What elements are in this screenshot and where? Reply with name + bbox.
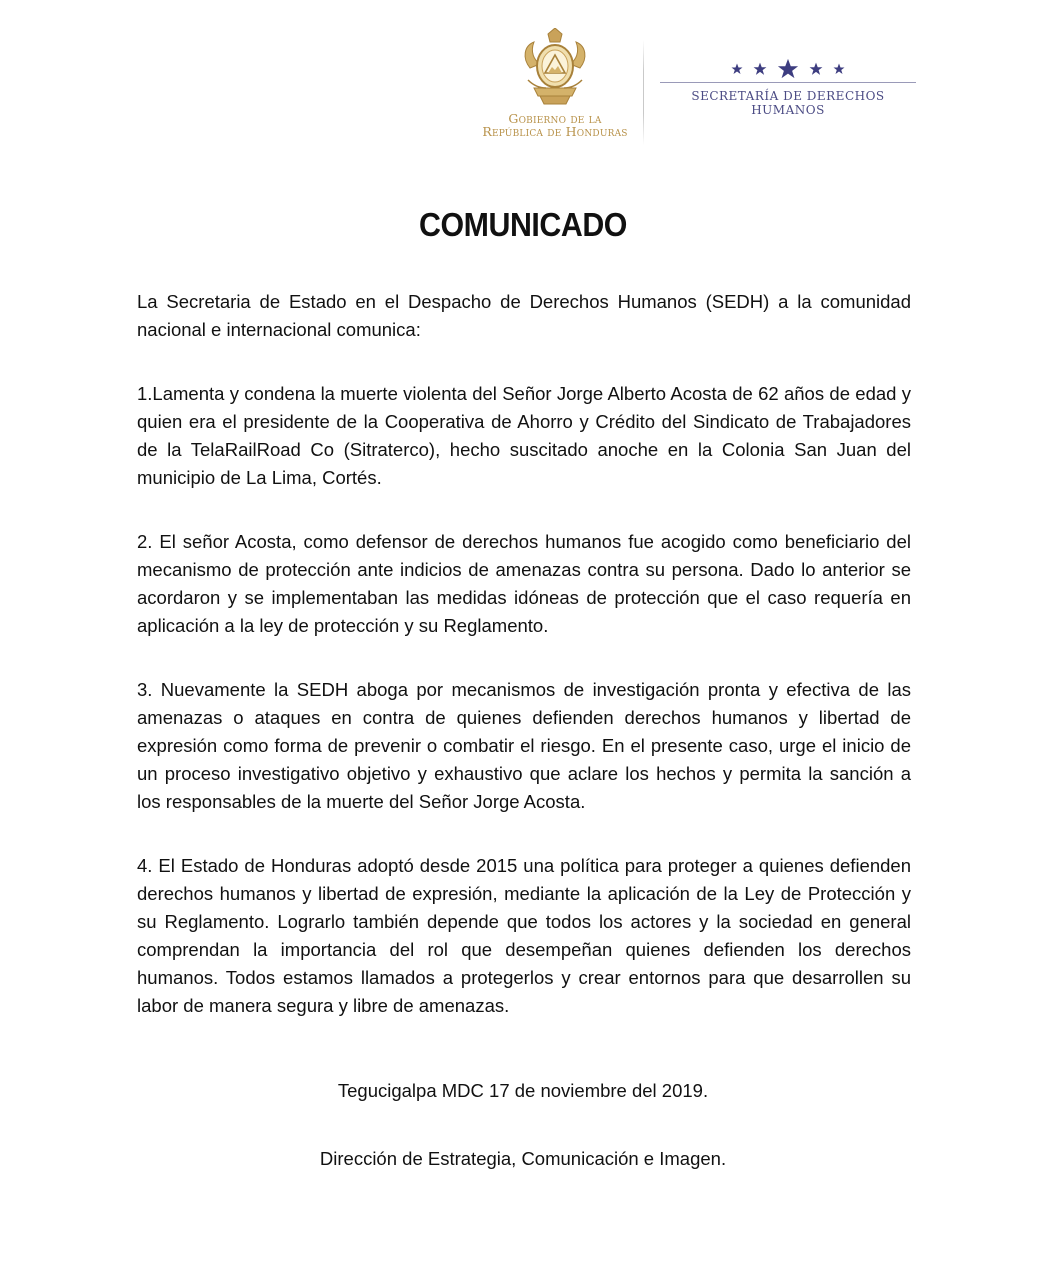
point-paragraph-2: 2. El señor Acosta, como defensor de derechos humanos fue acogido como beneficiario del mecanismo de protección ante indicios de amenazas contra su persona. Dado lo anterior se acordaron y se implementaban las medidas idóneas de protección que el caso requería en aplicación a la ley de protección y su Reglamento. (137, 531, 911, 636)
document-title: COMUNICADO (419, 206, 627, 243)
ministry-rule (660, 82, 916, 83)
star-icon (777, 58, 799, 80)
star-icon (809, 62, 823, 76)
ministry-logo (660, 56, 916, 117)
point-paragraph-1: 1.Lamenta y condena la muerte violenta del Señor Jorge Alberto Acosta de 62 años de edad y quien era el presidente de la Cooperativa de Ahorro y Crédito del Sindicato de Trabajadores de la TelaRailRoad Co (Sitraterco), hecho suscitado anoche en la Colonia San Juan del municipio de La Lima, Cortés. (137, 383, 911, 488)
logo-divider (643, 40, 644, 145)
government-name-line1: Gobierno de la (508, 111, 602, 126)
document-body (137, 288, 911, 1056)
government-name (470, 112, 640, 138)
government-logo (470, 28, 640, 138)
government-name-line2: República de Honduras (482, 124, 628, 139)
five-stars-icon (660, 56, 916, 82)
honduras-coat-of-arms-icon (520, 28, 590, 110)
signature: Dirección de Estrategia, Comunicación e Imagen. (319, 1148, 727, 1169)
star-icon (731, 63, 743, 75)
point-paragraph-4: 4. El Estado de Honduras adoptó desde 2015 una política para proteger a quienes defienden derechos humanos y libertad de expresión, mediante la aplicación de la Ley de Protección y su Reglamento. Lograrlo también depende que todos los actores y la sociedad en general comprendan la importancia del rol que desempeñan quienes defienden los derechos humanos. Todos estamos llamados a protegerlos y crear entornos para que desarrollen su labor de manera segura y libre de amenazas. (137, 855, 911, 1016)
place-date: Tegucigalpa MDC 17 de noviembre del 2019. (337, 1080, 709, 1101)
intro-paragraph: La Secretaria de Estado en el Despacho de Derechos Humanos (SEDH) a la comunidad nacional e internacional comunica: (137, 291, 911, 340)
star-icon (753, 62, 767, 76)
letterhead (0, 0, 1046, 160)
point-paragraph-3: 3. Nuevamente la SEDH aboga por mecanismos de investigación pronta y efectiva de las amenazas o ataques en contra de quienes defienden derechos humanos y libertad de expresión como forma de prevenir o combatir el riesgo. En el presente caso, urge el inicio de un proceso investigativo objetivo y exhaustivo que aclare los hechos y permita la sanción a los responsables de la muerte del Señor Jorge Acosta. (137, 679, 911, 812)
ministry-name: SECRETARÍA DE DERECHOS HUMANOS (691, 89, 885, 117)
star-icon (833, 63, 845, 75)
